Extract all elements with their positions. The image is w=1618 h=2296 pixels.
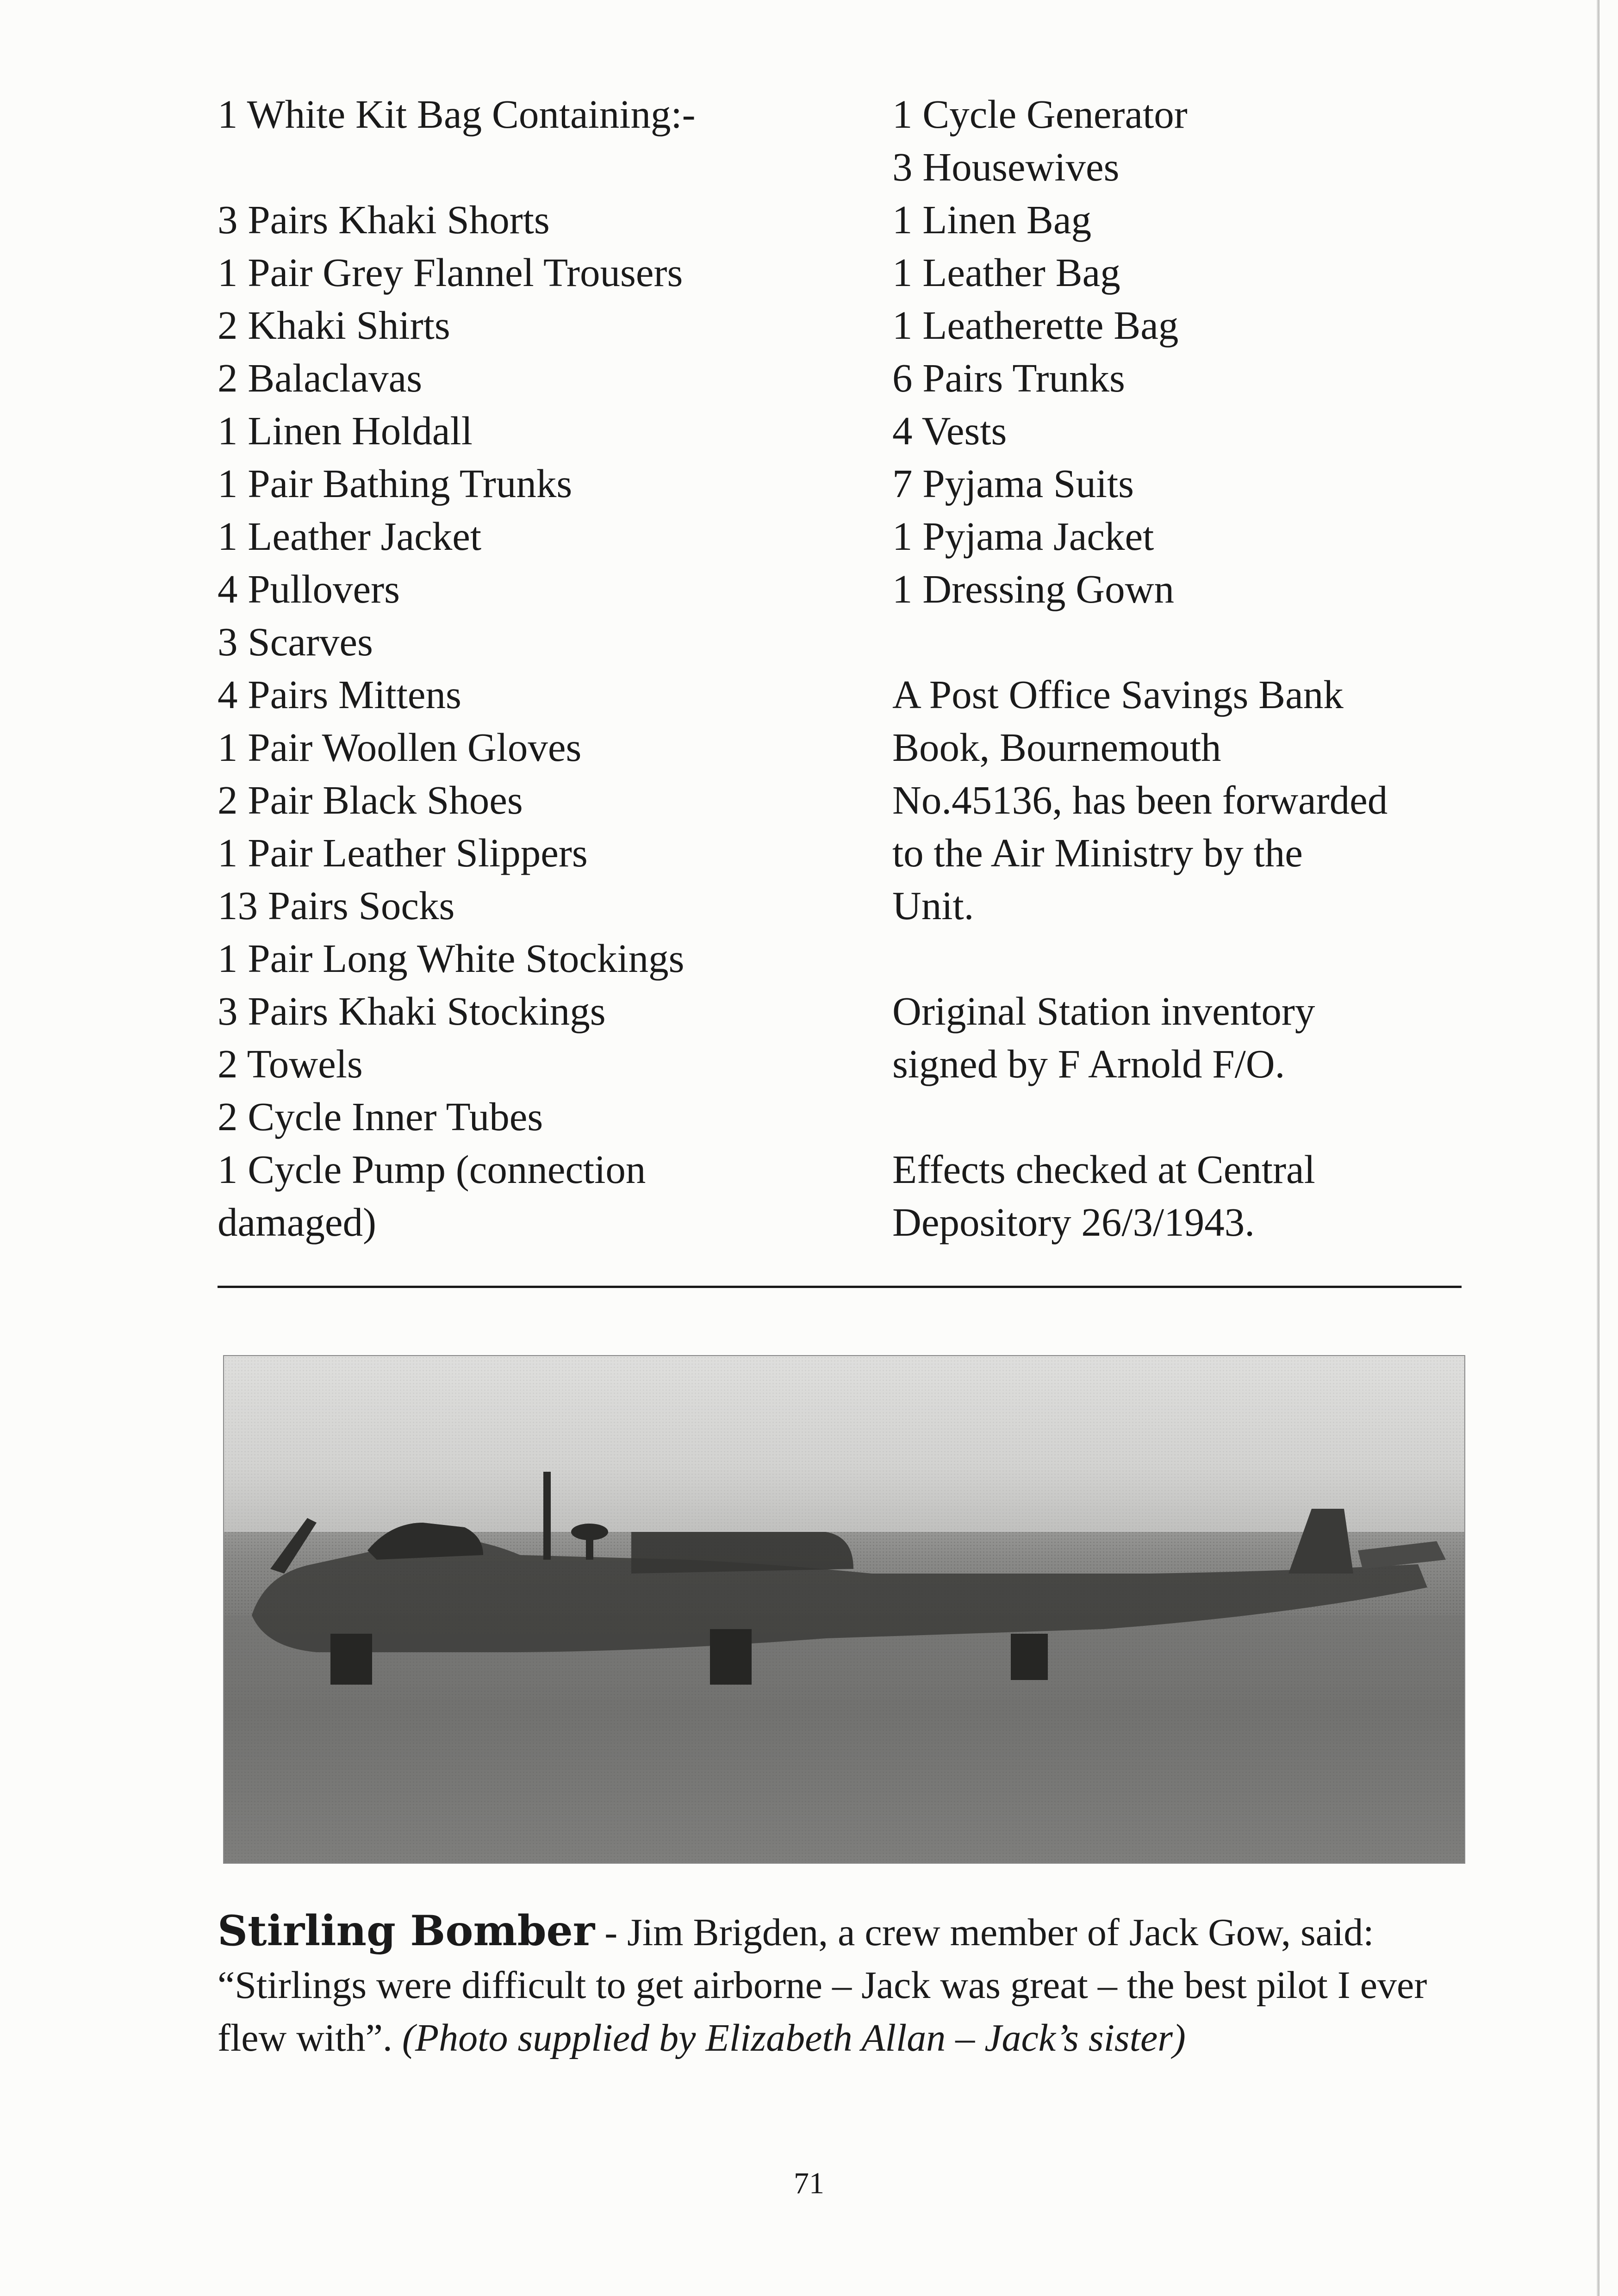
list-item: 1 Cycle Pump (connection damaged) [218,1147,646,1244]
photo-caption [218,1904,1467,2065]
list-spacer [892,932,1494,985]
list-item: 2 Khaki Shirts [218,303,450,348]
list-item: 6 Pairs Trunks [892,355,1125,400]
list-item: 4 Pullovers [218,566,400,611]
list-item: 2 Cycle Inner Tubes [218,1094,543,1139]
aircraft-silhouette [224,1356,1464,1863]
depository-note: Effects checked at Central Depository 26/3/1943. [892,1147,1315,1244]
list-item: 1 Linen Holdall [218,408,473,453]
list-item: 4 Pairs Mittens [218,672,461,717]
list-item: 1 Dressing Gown [892,566,1174,611]
list-item: 3 Pairs Khaki Shorts [218,197,550,242]
list-item: 2 Towels [218,1041,363,1086]
inventory-note: Original Station inventory signed by F Arnold F/O. [892,989,1315,1086]
list-item: 1 Pair Grey Flannel Trousers [218,250,683,295]
list-item: 3 Housewives [892,144,1120,189]
list-item: 1 Leather Bag [892,250,1120,295]
list-item: 1 Linen Bag [892,197,1092,242]
list-item: 1 Cycle Generator [892,92,1188,137]
caption-text: - Jim Brigden, a crew member of Jack Gow, said: “Stirlings were difficult to get airborne – Jack was great – the best pilot I ever flew with”. [218,1911,1427,2060]
list-item: 4 Vests [892,408,1007,453]
list-item: 1 Leather Jacket [218,514,482,559]
list-spacer [892,1090,1494,1143]
list-spacer [892,616,1494,668]
stirling-bomber-photo [223,1355,1465,1864]
photo-credit: (Photo supplied by Elizabeth Allan – Jack’s sister) [402,2016,1186,2060]
kit-bag-heading: 1 White Kit Bag Containing:- [218,92,696,137]
savings-book-note: A Post Office Savings Bank Book, Bournemouth No.45136, has been forwarded to the Air Ministry by the Unit. [892,672,1388,928]
list-spacer [218,141,847,193]
list-item: 2 Pair Black Shoes [218,778,523,822]
list-item: 1 Pyjama Jacket [892,514,1154,559]
caption-title: Stirling Bomber [218,1906,595,1955]
list-item: 13 Pairs Socks [218,883,455,928]
other-effects-list [892,88,1494,1249]
page-edge [1597,0,1599,2296]
list-item: 1 Leatherette Bag [892,303,1179,348]
list-item: 1 Pair Bathing Trunks [218,461,573,506]
kit-bag-list [218,88,847,1249]
list-item: 1 Pair Long White Stockings [218,936,685,981]
page-number: 71 [794,2166,824,2200]
list-item: 3 Scarves [218,619,373,664]
list-item: 3 Pairs Khaki Stockings [218,989,606,1033]
list-item: 1 Pair Leather Slippers [218,830,588,875]
section-divider [218,1286,1462,1288]
list-item: 2 Balaclavas [218,355,423,400]
list-item: 7 Pyjama Suits [892,461,1134,506]
list-item: 1 Pair Woollen Gloves [218,725,582,770]
